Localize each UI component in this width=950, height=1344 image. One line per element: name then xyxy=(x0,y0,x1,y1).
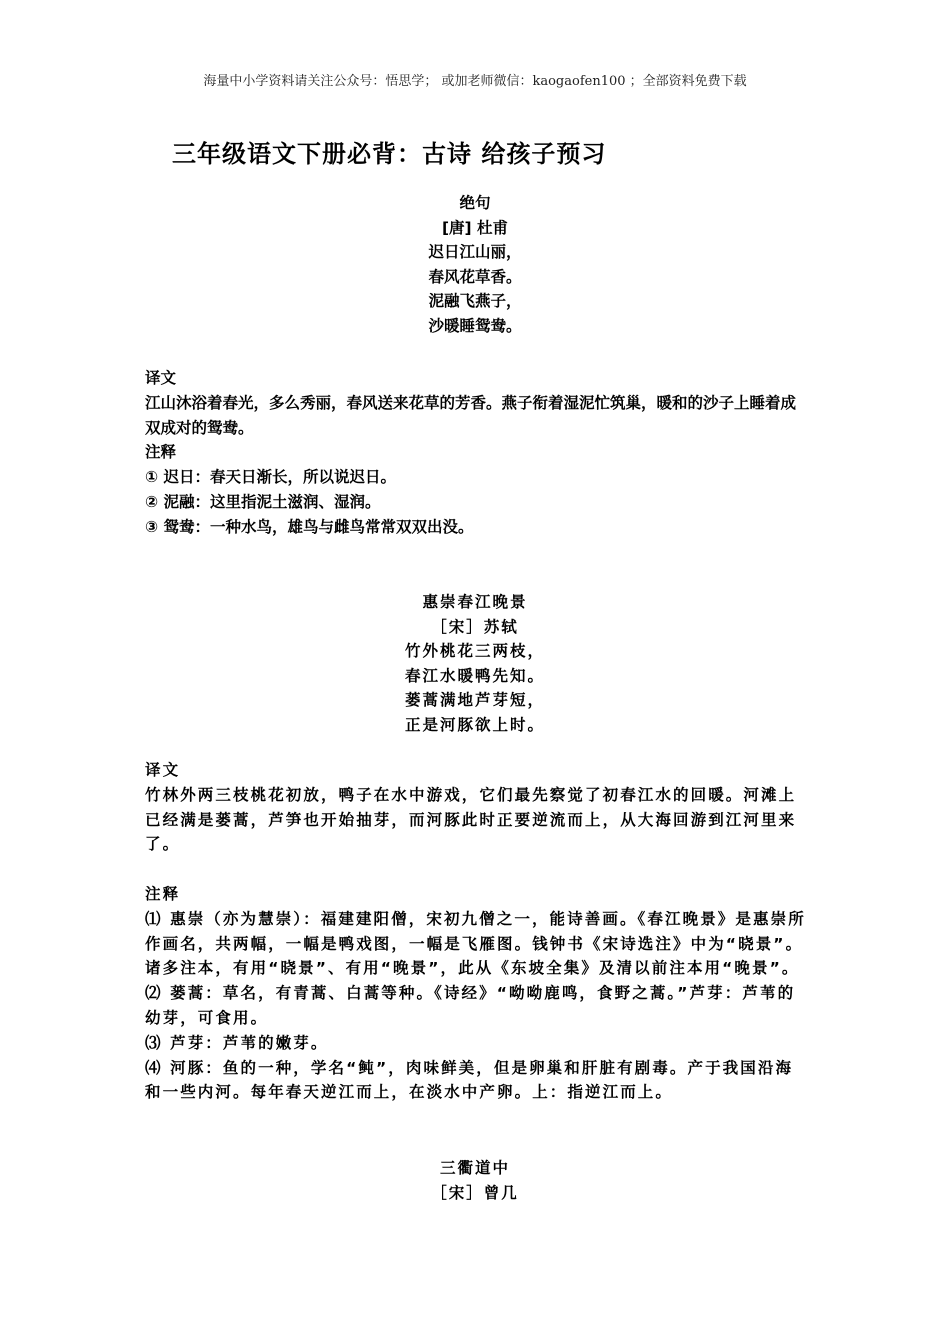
translation-label: 译文 xyxy=(145,761,181,779)
notes-label: 注释 xyxy=(145,884,181,903)
note-item: ③ 鸳鸯：一种水鸟，雄鸟与雌鸟常常双双出没。 xyxy=(145,517,474,536)
poem-3-title: 三衢道中 xyxy=(439,1159,510,1177)
poem-1-line: 泥融飞燕子， xyxy=(428,292,522,311)
poem-2-line: 竹外桃花三两枝， xyxy=(404,642,545,661)
translation-label: 译文 xyxy=(145,369,177,387)
poem-2-line: 春江水暖鸭先知。 xyxy=(404,666,545,685)
poem-1-line: 迟日江山丽， xyxy=(428,243,522,262)
poem-2-line: 蒌蒿满地芦芽短， xyxy=(404,691,545,710)
note-item: ⑶ 芦芽：芦苇的嫩芽。 xyxy=(145,1033,329,1052)
document-title: 三年级语文下册必背：古诗 给孩子预习 xyxy=(172,140,607,168)
page-header: 海量中小学资料请关注公众号：悟思学； 或加老师微信：kaogaofen100 ；全部资料免费下载 xyxy=(203,74,747,89)
poem-3-author: ［宋］曾几 xyxy=(431,1183,519,1202)
note-item: ⑴ 惠崇（亦为慧崇）：福建建阳僧，宋初九僧之一，能诗善画。《春江晚景》是惠崇所作画名，共两幅，一幅是鸭戏图，一幅是飞雁图。钱钟书《宋诗选注》中为“晓景”。诸多注本，有用“晓景”、有用“晚景”，此从《东坡全集》及清以前注本用“晚景”。 xyxy=(145,909,806,978)
note-item: ⑵ 蒌蒿：草名，有青蒿、白蒿等种。《诗经》“呦呦鹿鸣，食野之蒿。”芦芽：芦苇的幼芽，可食用。 xyxy=(145,984,796,1027)
poem-1-author: [唐] 杜甫 xyxy=(441,218,509,237)
poem-2-commentary xyxy=(145,758,810,1105)
translation-text: 竹林外两三枝桃花初放，鸭子在水中游戏，它们最先察觉了初春江水的回暖。河滩上已经满是蒌蒿，芦笋也开始抽芽，而河豚此时正要逆流而上，从大海回游到江河里来了。 xyxy=(145,785,797,854)
poem-2-title: 惠崇春江晚景 xyxy=(422,593,528,611)
note-item: ① 迟日：春天日渐长，所以说迟日。 xyxy=(145,468,397,487)
notes-label: 注释 xyxy=(145,443,177,462)
note-item: ⑷ 河豚：鱼的一种，学名“鲀”，肉味鲜美，但是卵巢和肝脏有剧毒。产于我国沿海和一些内河。每年春天逆江而上，在淡水中产卵。上：指逆江而上。 xyxy=(145,1058,794,1102)
poem-2 xyxy=(0,590,950,738)
poem-1-line: 沙暖睡鸳鸯。 xyxy=(428,316,522,335)
poem-1-line: 春风花草香。 xyxy=(428,267,522,286)
poem-1 xyxy=(0,191,950,339)
blank-line xyxy=(145,857,810,882)
poem-1-title: 绝句 xyxy=(459,194,491,212)
poem-3 xyxy=(0,1156,950,1205)
poem-2-line: 正是河豚欲上时。 xyxy=(404,715,545,734)
poem-1-commentary xyxy=(145,366,810,540)
note-item: ② 泥融：这里指泥土滋润、湿润。 xyxy=(145,492,381,511)
poem-2-author: ［宋］苏轼 xyxy=(431,617,519,636)
translation-text: 江山沐浴着春光，多么秀丽，春风送来花草的芳香。燕子衔着湿泥忙筑巢，暖和的沙子上睡着成双成对的鸳鸯。 xyxy=(145,393,797,437)
